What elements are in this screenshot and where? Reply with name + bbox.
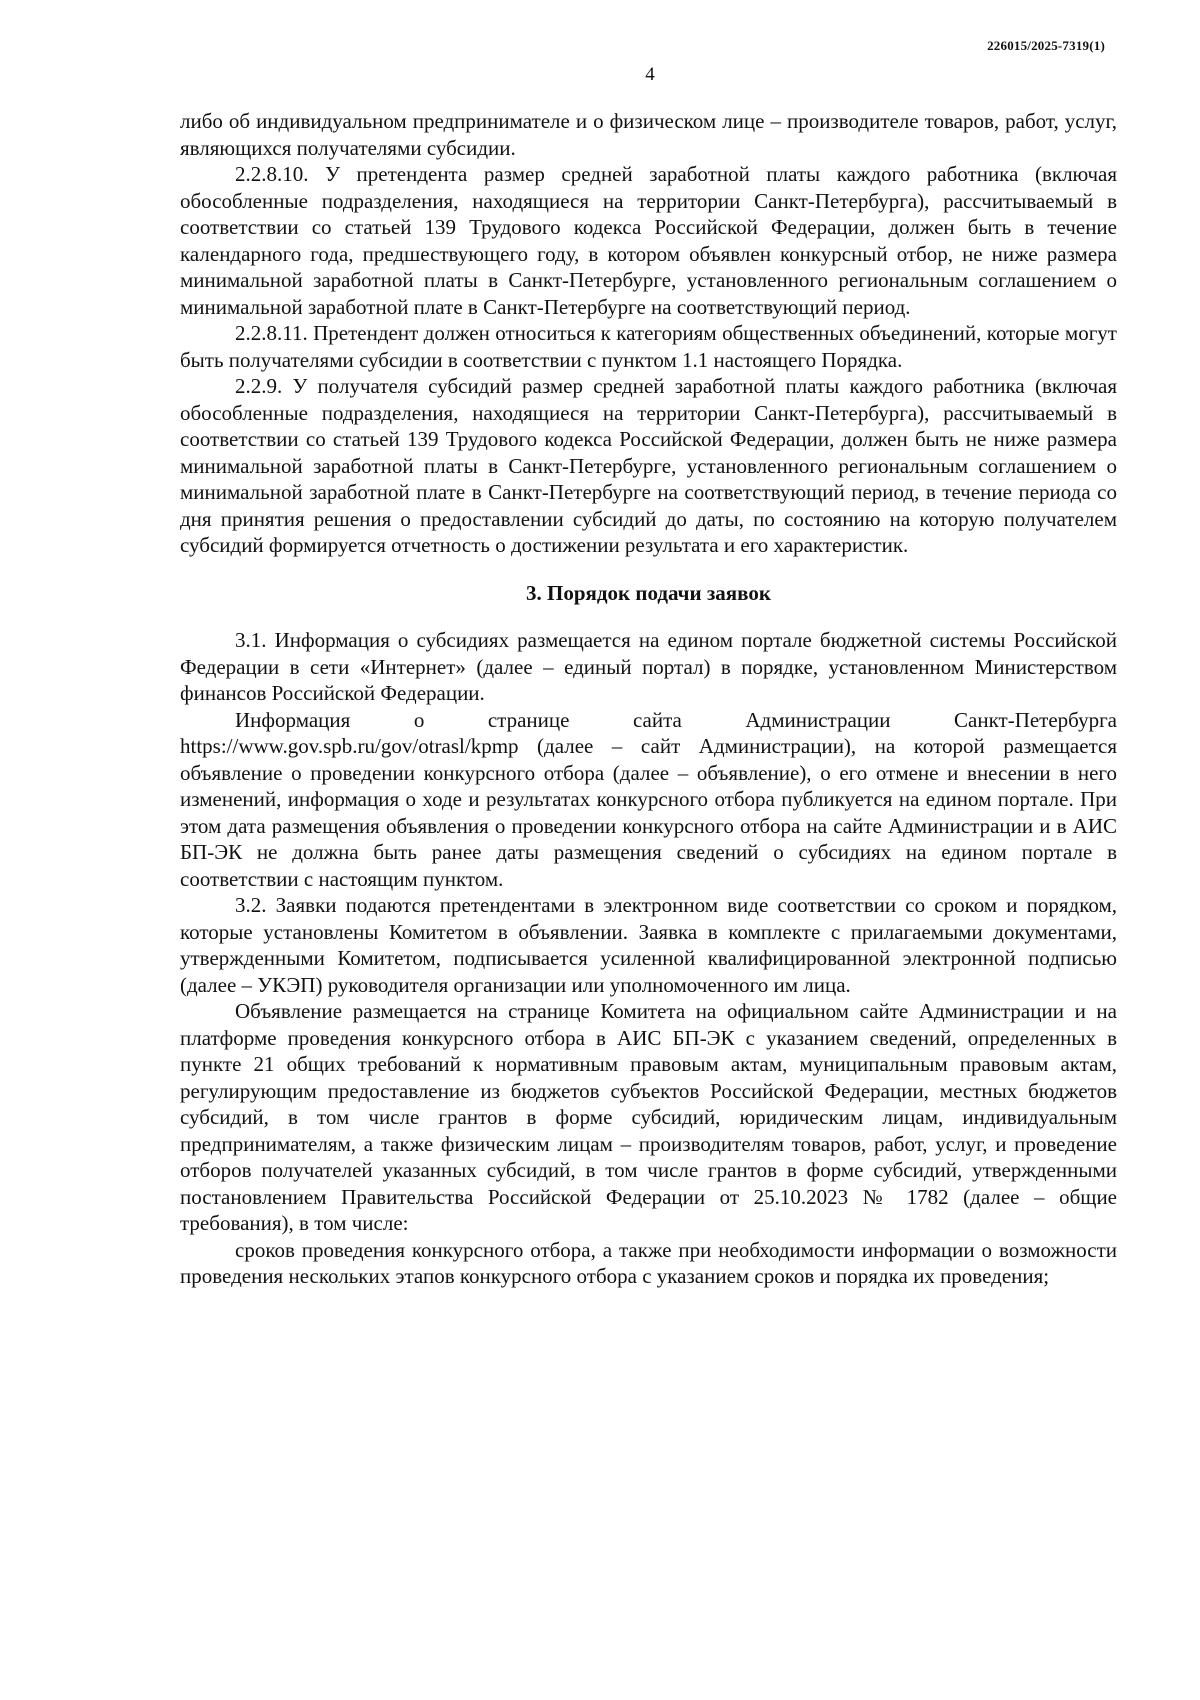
paragraph-continuation: либо об индивидуальном предпринимателе и о физическом лице – производителе товаров, работ, услуг, являющихся получателями субсидии. (180, 109, 1117, 160)
document-registration-number: 226015/2025-7319(1) (987, 38, 1105, 53)
section-3-heading: 3. Порядок подачи заявок (526, 580, 771, 605)
paragraph-3-2: 3.2. Заявки подаются претендентами в электронном виде соответствии со сроком и порядком, которые установлены Комитетом в объявлении. Заявка в комплекте с прилагаемыми документами, утвержденными Комитетом, подписывается усиленной квалифицированной электронной подписью (далее – УКЭП) руководителя организации или уполномоченного им лица. (180, 893, 1117, 997)
paragraph-3-1-information: Информация о странице сайта Администрации Санкт-Петербурга https://www.gov.spb.ru/gov/otrasl/kpmp (далее – сайт Администрации), на которой размещается объявление о проведении конкурсного отбора (далее – объявление), о его отмене и внесении в него изменений, информация о ходе и результатах конкурсного отбора публикуется на едином портале. При этом дата размещения объявления о проведении конкурсного отбора на сайте Администрации и в АИС БП-ЭК не должна быть ранее даты размещения сведений о субсидиях на едином портале в соответствии с настоящим пунктом. (180, 707, 1117, 891)
paragraph-3-2-terms: сроков проведения конкурсного отбора, а также при необходимости информации о возможности проведения нескольких этапов конкурсного отбора с указанием сроков и порядка их проведения; (180, 1237, 1117, 1288)
paragraph-2-2-9: 2.2.9. У получателя субсидий размер средней заработной платы каждого работника (включая обособленные подразделения, находящиеся на территории Санкт-Петербурга), рассчитываемый в соответствии со статьей 139 Трудового кодекса Российской Федерации, должен быть не ниже размера минимальной заработной платы в Санкт-Петербурге, установленного региональным соглашением о минимальной заработной плате в Санкт-Петербурге на соответствующий период, в течение периода со дня принятия решения о предоставлении субсидий до даты, по состоянию на которую получателем субсидий формируется отчетность о достижении результата и его характеристик. (180, 374, 1117, 557)
paragraph-2-2-8-11: 2.2.8.11. Претендент должен относиться к категориям общественных объединений, которые могут быть получателями субсидии в соответствии с пунктом 1.1 настоящего Порядка. (180, 321, 1117, 372)
page-number: 4 (645, 64, 655, 85)
paragraph-2-2-8-10: 2.2.8.10. У претендента размер средней заработной платы каждого работника (включая обособленные подразделения, находящиеся на территории Санкт-Петербурга), рассчитываемый в соответствии со статьей 139 Трудового кодекса Российской Федерации, должен быть в течение календарного года, предшествующего году, в котором объявлен конкурсный отбор, не ниже размера минимальной заработной платы в Санкт-Петербурге, установленного региональным соглашением о минимальной заработной плате в Санкт-Петербурге на соответствующий период. (180, 162, 1117, 319)
paragraph-3-2-announcement: Объявление размещается на странице Комитета на официальном сайте Администрации и на платформе проведения конкурсного отбора в АИС БП-ЭК с указанием сведений, определенных в пункте 21 общих требований к нормативным правовым актам, муниципальным правовым актам, регулирующим предоставление из бюджетов субъектов Российской Федерации, местных бюджетов субсидий, в том числе грантов в форме субсидий, юридическим лицам, индивидуальным предпринимателям, а также физическим лицам – производителям товаров, работ, услуг, и проведение отборов получателей указанных субсидий, в том числе грантов в форме субсидий, утвержденными постановлением Правительства Российской Федерации от 25.10.2023 № 1782 (далее – общие требования), в том числе: (180, 999, 1117, 1235)
document-body (180, 108, 1117, 1290)
paragraph-3-1: 3.1. Информация о субсидиях размещается на едином портале бюджетной системы Российской Федерации в сети «Интернет» (далее – единый портал) в порядке, установленном Министерством финансов Российской Федерации. (180, 628, 1117, 705)
